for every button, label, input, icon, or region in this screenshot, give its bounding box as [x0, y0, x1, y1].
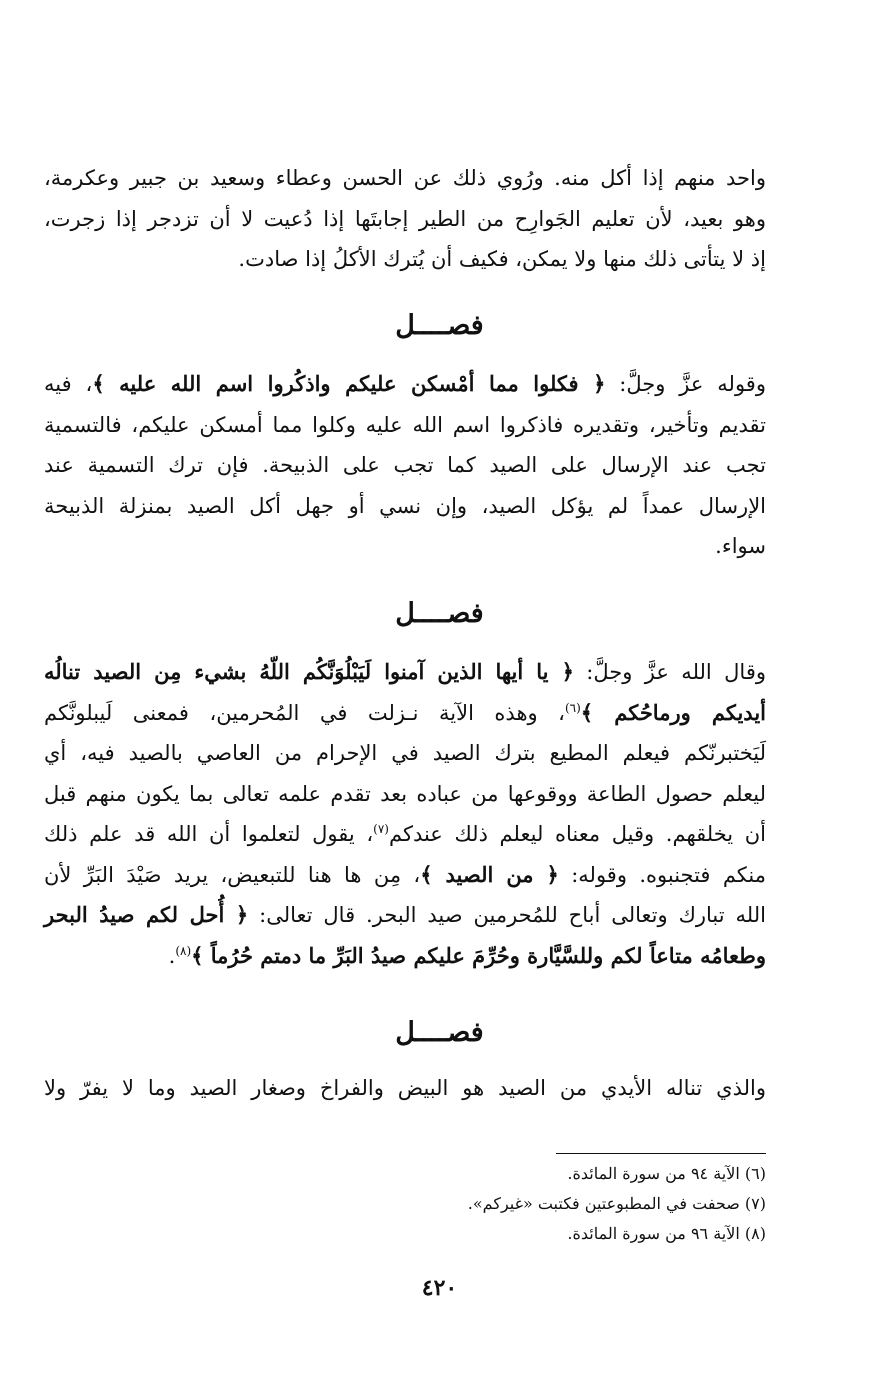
section-heading-2: فصــــل: [395, 598, 484, 629]
paragraph-3-line-6-start: منكم فتجنبوه. وقوله:: [558, 862, 766, 887]
quran-quote-3: ﴿ من الصيد ﴾: [420, 861, 559, 887]
footnote-ref-6: (٦): [564, 700, 581, 715]
paragraph-2-line-3: تجب عند الإرسال على الصيد كما تجب على الذبيحة. فإن ترك التسمية عند: [44, 453, 766, 477]
paragraph-3-line-4: ليعلم حصول الطاعة ووقوعها من عباده بعد تقدم علمه تعالى بما يكون منهم قبل: [44, 781, 766, 806]
paragraph-3-line-3: لَيَختبرنّكم فيعلم المطيع بترك الصيد في الإحرام من العاصي بالصيد فيه، أي: [44, 741, 767, 765]
paragraph-1-line-2: وهو بعيد، لأن تعليم الجَوارِح من الطير إجابتَها إذا دُعيت لا أن تزدجر إذا زجرت،: [44, 206, 766, 231]
paragraph-2-line-1: [44, 364, 766, 405]
paragraph-3-line-5-rest: ، يقول لتعلموا أن الله قد علم ذلك: [44, 822, 374, 846]
quran-quote-1: ﴿ فكلوا مما أمْسكن عليكم واذكُروا اسم الله عليه ﴾: [92, 371, 606, 396]
page-number: ٤٢٠: [421, 1275, 458, 1301]
paragraph-3-line-1: [44, 652, 766, 693]
footnote-8: (٨) الآية ٩٦ من سورة المائدة.: [567, 1224, 766, 1243]
paragraph-4-line-1: والذي تناله الأيدي من الصيد هو البيض والفراخ وصغار الصيد وما لا يفرّ ولا: [44, 1076, 766, 1100]
paragraph-2-line-1-end: ، فيه: [44, 372, 93, 396]
paragraph-3-line-7-start: الله تبارك وتعالى أباح للمُحرمين صيد البحر. قال تعالى:: [248, 903, 766, 927]
paragraph-2: [44, 364, 766, 567]
paragraph-2-line-2: تقديم وتأخير، وتقديره فاذكروا اسم الله عليه وكلوا مما أمسكن عليكم، فالتسمية: [44, 412, 766, 437]
paragraph-1-line-1: واحد منهم إذا أكل منه. ورُوي ذلك عن الحسن وعطاء وسعيد بن جبير وعكرمة،: [44, 166, 766, 190]
paragraph-3-line-5-start: أن يخلقهم. وقيل معناه ليعلم ذلك عندكم: [388, 822, 767, 846]
paragraph-2-intro: وقوله عزَّ وجلَّ:: [605, 372, 766, 396]
section-heading-3: فصــــل: [395, 1017, 484, 1048]
paragraph-3-line-6-rest: ، مِن ها هنا للتبعيض، يريد صَيْدَ البَرِّ لأن: [44, 862, 421, 887]
footnote-7: (٧) صحفت في المطبوعتين فكتبت «غيركم».: [467, 1194, 766, 1213]
quran-quote-4-start: ﴿ أُحل لكم صيدُ البحر: [44, 902, 249, 927]
paragraph-3-line-8: [44, 936, 766, 977]
paragraph-4: [44, 1068, 766, 1109]
footnote-ref-7: (٧): [373, 822, 389, 836]
paragraph-3-line-6: [44, 855, 766, 896]
paragraph-3-line-2-rest: ، وهذه الآية نـزلت في المُحرمين، فمعنى لَيبلونَّكم: [44, 700, 565, 725]
quran-quote-2-start: ﴿ يا أيها الذين آمنوا لَيَبْلُوَنَّكُم اللّهُ بشيء مِن الصيد تنالُه: [44, 659, 574, 684]
paragraph-3-line-2: [44, 693, 766, 734]
paragraph-2-line-4: الإرسال عمداً لم يؤكل الصيد، وإن نسي أو جهل أكل الصيد بمنزلة الذبيحة: [44, 493, 766, 518]
paragraph-3-line-5: [44, 814, 766, 855]
footnotes: [420, 1159, 766, 1249]
footnote-6: (٦) الآية ٩٤ من سورة المائدة.: [567, 1164, 766, 1183]
paragraph-1-line-3: إذ لا يتأتى ذلك منها ولا يمكن، فكيف أن يُترك الأكلُ إذا صادت.: [238, 247, 766, 271]
paragraph-3-line-7: [44, 895, 766, 936]
quran-quote-2-end: أيديكم ورماحُكم ﴾: [580, 699, 766, 725]
paragraph-1: [44, 158, 766, 280]
paragraph-3-line-8-end: .: [168, 943, 176, 968]
section-heading-1: فصــــل: [395, 310, 484, 341]
paragraph-3: [44, 652, 766, 976]
footnote-ref-8: (٨): [175, 943, 192, 958]
paragraph-2-line-5: سواء.: [715, 534, 766, 558]
paragraph-3-intro: وقال الله عزَّ وجلَّ:: [573, 660, 766, 684]
footnote-divider: [556, 1153, 766, 1154]
quran-quote-4-end: وطعامُه متاعاً لكم وللسَّيَّارة وحُرِّمَ عليكم صيدُ البَرِّ ما دمتم حُرُماً ﴾: [191, 942, 766, 968]
